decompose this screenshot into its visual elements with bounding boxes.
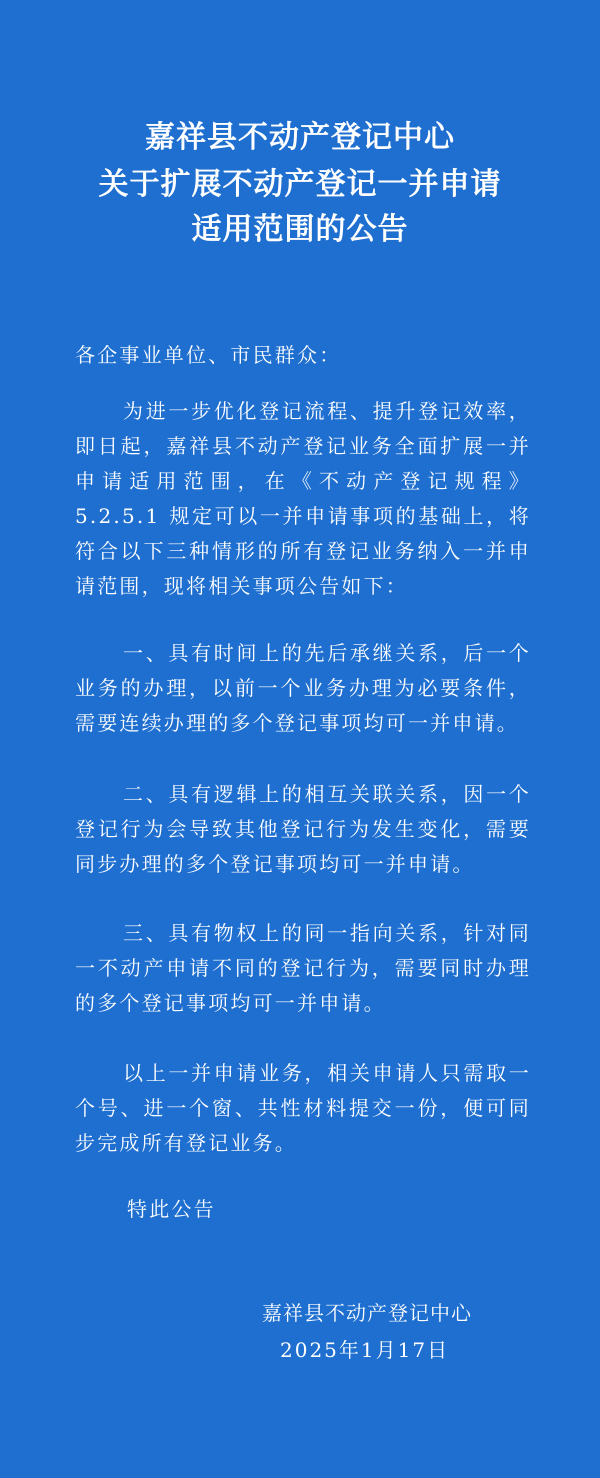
signature-date: 2025年1月17日 [280, 1338, 450, 1362]
title-line-3: 适用范围的公告 [191, 212, 409, 247]
paragraph-item-1: 一、具有时间上的先后承继关系，后一个业务的办理，以前一个业务办理为必要条件，需要连续办理的多个登记事项均可一并申请。 [75, 641, 531, 735]
paragraph-outro: 以上一并申请业务，相关申请人只需取一个号、进一个窗、共性材料提交一份，便可同步完成所有登记业务。 [75, 1061, 531, 1155]
title-line-2: 关于扩展不动产登记一并申请 [98, 167, 502, 202]
greeting: 各企事业单位、市民群众： [75, 343, 342, 367]
title-line-1: 嘉祥县不动产登记中心 [145, 120, 455, 155]
signature-organization: 嘉祥县不动产登记中心 [262, 1301, 472, 1325]
paragraph-item-3: 三、具有物权上的同一指向关系，针对同一不动产申请不同的登记行为，需要同时办理的多个登记事项均可一并申请。 [75, 921, 531, 1015]
closing-statement: 特此公告 [127, 1197, 216, 1221]
paragraph-item-2: 二、具有逻辑上的相互关联关系，因一个登记行为会导致其他登记行为发生变化，需要同步办理的多个登记事项均可一并申请。 [75, 782, 531, 876]
paragraph-intro: 为进一步优化登记流程、提升登记效率，即日起，嘉祥县不动产登记业务全面扩展一并申请适用范围，在《不动产登记规程》5.2.5.1 规定可以一并申请事项的基础上，将符合以下三种情形的所有登记业务纳入一并申请范围，现将相关事项公告如下： [75, 399, 531, 598]
